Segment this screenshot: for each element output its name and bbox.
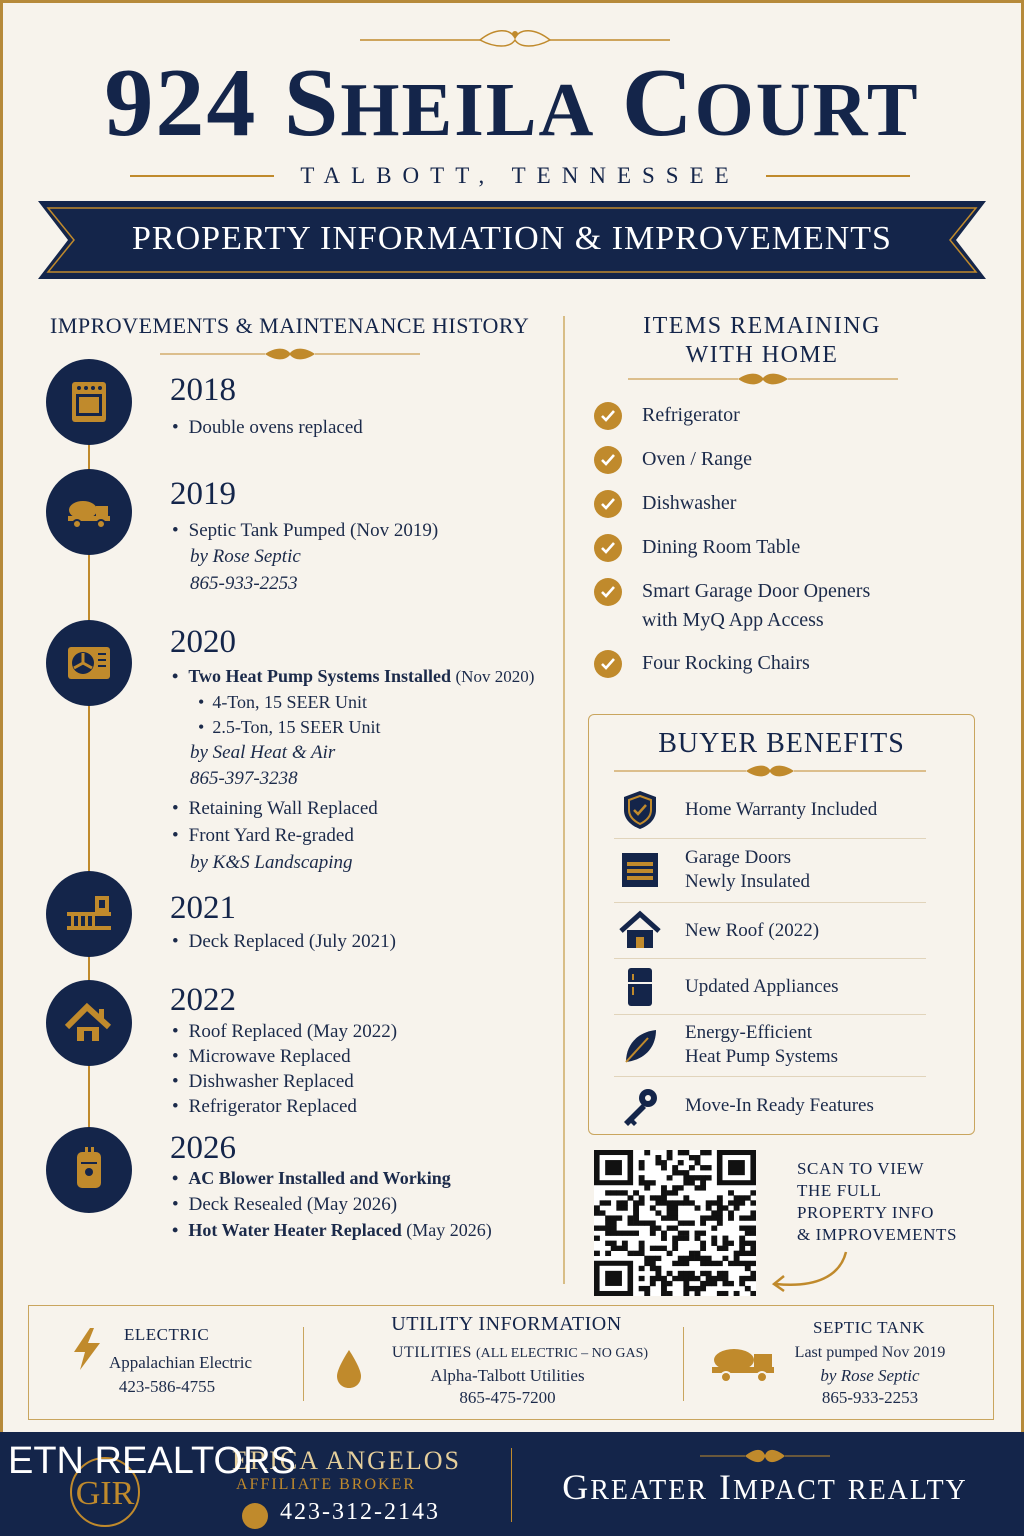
septic-truck-icon (46, 469, 132, 555)
divider (303, 1327, 304, 1401)
column-divider (563, 316, 565, 1284)
divider (614, 838, 926, 839)
list-item: • Roof Replaced (May 2022) (172, 1021, 397, 1043)
check-icon (594, 650, 622, 678)
divider (614, 902, 926, 903)
water-heater-icon (46, 1127, 132, 1213)
list-item: • Deck Resealed (May 2026) (172, 1194, 397, 1216)
benefit-label: Energy-Efficient Heat Pump Systems (685, 1022, 839, 1068)
footer-ornament (700, 1448, 830, 1464)
check-icon (594, 446, 622, 474)
divider (614, 1076, 926, 1077)
banner-title: PROPERTY INFORMATION & IMPROVEMENTS (132, 220, 892, 257)
benefit-label: New Roof (2022) (685, 920, 820, 941)
septic-last-pumped: Last pumped Nov 2019 (794, 1344, 946, 1361)
heat-pump-icon (46, 620, 132, 706)
benefit-label: Updated Appliances (685, 976, 839, 997)
agent-role: AFFILIATE BROKER (236, 1476, 417, 1493)
list-item: Oven / Range (642, 448, 752, 470)
items-ornament (628, 372, 898, 386)
utilities-label: UTILITIES (ALL ELECTRIC – NO GAS) (391, 1344, 649, 1361)
list-item: • Septic Tank Pumped (Nov 2019) (172, 520, 438, 542)
list-item: • Microwave Replaced (172, 1046, 351, 1068)
scan-caption: SCAN TO VIEW THE FULL PROPERTY INFO & IMPROVEMENTS (797, 1159, 957, 1245)
benefit-label: Home Warranty Included (685, 799, 878, 820)
list-item: • Dishwasher Replaced (172, 1071, 354, 1093)
benefits-heading: BUYER BENEFITS (658, 728, 905, 759)
location-subtitle: TALBOTT, TENNESSEE (300, 163, 740, 188)
shield-icon (614, 784, 666, 836)
septic-phone: 865-933-2253 (821, 1388, 919, 1407)
check-icon (594, 578, 622, 606)
list-item: • Double ovens replaced (172, 417, 363, 439)
watermark-text: ETN REALTORS (8, 1440, 296, 1482)
history-ornament (160, 347, 420, 361)
list-item: • Retaining Wall Replaced (172, 798, 378, 820)
sub-item: • 2.5-Ton, 15 SEER Unit (198, 717, 381, 738)
year-2019: 2019 (170, 476, 236, 512)
agent-phone[interactable]: 423-312-2143 (280, 1499, 440, 1525)
benefit-label: Move-In Ready Features (685, 1095, 874, 1116)
contractor-phone: 865-397-3238 (190, 768, 298, 789)
benefit-label: Garage Doors Newly Insulated (685, 847, 811, 893)
utilities-phone: 865-475-7200 (459, 1388, 556, 1407)
list-item: • Refrigerator Replaced (172, 1096, 357, 1118)
utility-heading: UTILITY INFORMATION (391, 1313, 622, 1335)
refrigerator-icon (614, 961, 666, 1013)
qr-code[interactable] (594, 1150, 756, 1296)
list-item: • Front Yard Re-graded (172, 825, 354, 847)
list-item: Dishwasher (642, 492, 737, 514)
list-item: Dining Room Table (642, 536, 801, 558)
list-item: • Deck Replaced (July 2021) (172, 931, 396, 953)
phone-icon (242, 1503, 268, 1529)
items-heading: ITEMS REMAINING WITH HOME (643, 313, 881, 368)
deck-icon (46, 871, 132, 957)
year-2018: 2018 (170, 372, 236, 408)
agent-name: ERICA ANGELOS (232, 1446, 461, 1475)
garage-door-icon (614, 844, 666, 896)
divider (683, 1327, 684, 1401)
house-icon (614, 905, 666, 957)
list-item: Smart Garage Door Openers with MyQ App Access (642, 580, 871, 631)
sub-item: • 4-Ton, 15 SEER Unit (198, 692, 367, 713)
year-2021: 2021 (170, 890, 236, 926)
check-icon (594, 402, 622, 430)
roof-icon (46, 980, 132, 1066)
year-2020: 2020 (170, 624, 236, 660)
septic-contractor: by Rose Septic (820, 1366, 920, 1385)
check-icon (594, 490, 622, 518)
property-title: 924 SHEILA COURT (104, 49, 920, 157)
year-2026: 2026 (170, 1130, 236, 1166)
septic-truck-icon (710, 1342, 778, 1384)
svg-text:GIR: GIR (75, 1475, 135, 1512)
electric-provider: Appalachian Electric (108, 1353, 252, 1372)
utilities-provider: Alpha-Talbott Utilities (430, 1366, 585, 1385)
oven-icon (46, 359, 132, 445)
electric-phone: 423-586-4755 (118, 1377, 216, 1396)
septic-heading: SEPTIC TANK (813, 1318, 925, 1337)
contractor-name: by K&S Landscaping (190, 852, 353, 873)
divider (614, 1014, 926, 1015)
arrow-icon (766, 1248, 850, 1294)
divider (614, 958, 926, 959)
list-item: • AC Blower Installed and Working (172, 1168, 451, 1189)
benefits-ornament (614, 764, 926, 778)
contractor-name: by Seal Heat & Air (190, 742, 336, 763)
leaf-icon (614, 1020, 666, 1072)
contractor-phone: 865-933-2253 (190, 573, 298, 594)
contractor-name: by Rose Septic (190, 546, 301, 567)
top-ornament (360, 26, 670, 50)
check-icon (594, 534, 622, 562)
list-item: • Hot Water Heater Replaced (May 2026) (172, 1220, 492, 1241)
list-item: • Two Heat Pump Systems Installed (Nov 2020) (172, 666, 534, 687)
water-drop-icon (334, 1348, 364, 1390)
year-2022: 2022 (170, 982, 236, 1018)
key-icon (614, 1080, 666, 1132)
divider (511, 1448, 512, 1522)
brokerage-name: GREATER IMPACT REALTY (562, 1467, 968, 1507)
subtitle-row (130, 160, 910, 192)
list-item: Four Rocking Chairs (642, 652, 810, 674)
list-item: Refrigerator (642, 404, 740, 426)
electric-heading: ELECTRIC (124, 1325, 210, 1344)
history-heading: IMPROVEMENTS & MAINTENANCE HISTORY (50, 313, 530, 338)
